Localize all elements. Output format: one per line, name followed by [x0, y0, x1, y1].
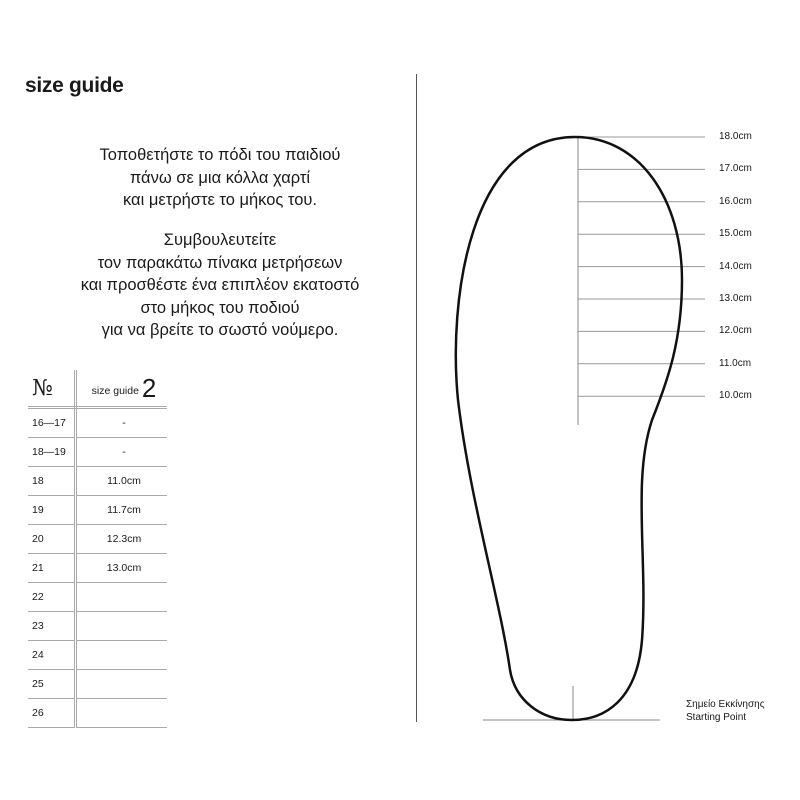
number-sign: №	[32, 375, 53, 401]
instruction-line: και προσθέστε ένα επιπλέον εκατοστό	[80, 276, 360, 294]
size-number: 25	[28, 670, 76, 699]
page-title: size guide	[25, 74, 124, 97]
size-number: 18	[28, 467, 76, 496]
size-number: 26	[28, 699, 76, 728]
instruction-line: Τοποθετήστε το πόδι του παιδιού	[99, 146, 341, 164]
size-number: 24	[28, 641, 76, 670]
size-number: 21	[28, 554, 76, 583]
ruler-label: 15.0cm	[719, 228, 752, 240]
ruler-label: 16.0cm	[719, 195, 752, 207]
foot-length: -	[76, 408, 168, 438]
header-number: 2	[141, 372, 157, 403]
ruler-label: 11.0cm	[719, 357, 752, 369]
instruction-line: στο μήκος του ποδιού	[140, 298, 300, 317]
ruler-label: 13.0cm	[719, 293, 752, 304]
instruction-line: τον παρακάτω πίνακα μετρήσεων	[97, 253, 343, 272]
instruction-line: Συμβουλευτείτε	[163, 231, 277, 249]
start-english: Starting Point	[686, 712, 747, 723]
size-number: 19	[28, 496, 76, 525]
ruler-label: 18.0cm	[719, 131, 752, 142]
ruler-label: 14.0cm	[719, 260, 752, 272]
size-number: 22	[28, 583, 76, 612]
instruction-line: και μετρήστε το μήκος του.	[123, 191, 317, 209]
ruler-label: 12.0cm	[719, 325, 752, 337]
size-number: 16—17	[28, 408, 76, 438]
instruction-line: για να βρείτε το σωστό νούμερο.	[101, 321, 339, 339]
foot-length: 12.3cm	[76, 525, 168, 554]
size-number: 18—19	[28, 438, 76, 467]
instruction-line: πάνω σε μια κόλλα χαρτί	[129, 168, 311, 187]
foot-outline	[456, 137, 682, 720]
header-label: size guide	[91, 384, 139, 397]
start-greek: Σημείο Εκκίνησης	[686, 699, 765, 710]
foot-length: 11.0cm	[76, 467, 168, 496]
ruler-label: 10.0cm	[719, 390, 752, 402]
foot-length: -	[76, 438, 168, 467]
foot-length: 11.7cm	[76, 496, 168, 525]
ruler-label: 17.0cm	[719, 163, 752, 175]
foot-length: 13.0cm	[76, 554, 168, 583]
size-number: 23	[28, 612, 76, 641]
size-number: 20	[28, 525, 76, 554]
starting-point-label	[686, 698, 765, 724]
